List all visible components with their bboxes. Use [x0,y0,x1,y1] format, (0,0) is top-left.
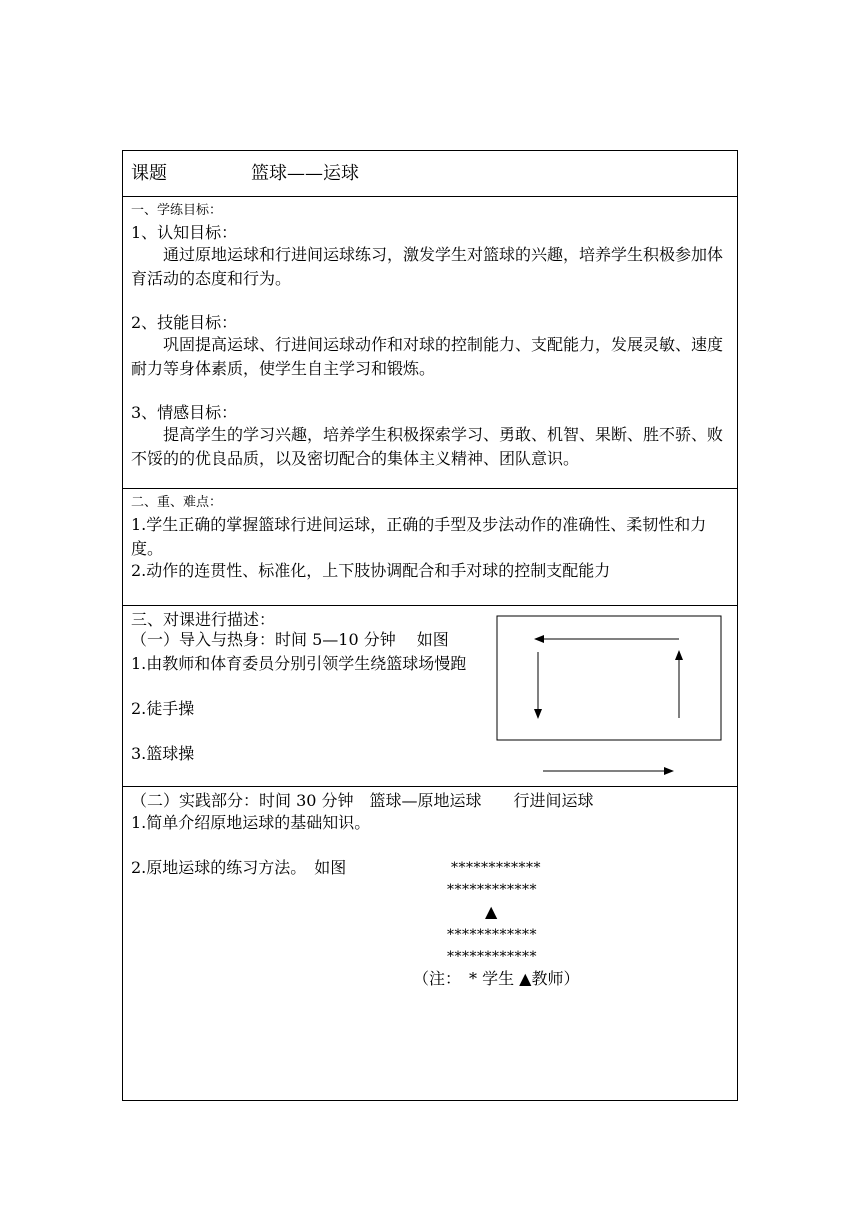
topic-label: 课题 [131,163,167,184]
warmup-row [123,606,737,787]
skill-heading: 2、技能目标： [131,313,238,332]
warmup-heading: （一）导入与热身：时间 5—10 分钟 如图 [131,630,449,649]
cognitive-heading: 1、认知目标： [131,223,238,242]
student-row-4: ************ [447,949,537,965]
emotion-heading: 3、情感目标： [131,403,238,422]
warmup-item-2: 2.徒手操 [131,699,195,718]
topic-title: 篮球——运球 [251,163,359,184]
formation-note: （注： * 学生 ▲教师） [413,969,580,988]
description-title: 三、对课进行描述： [131,610,276,629]
emotion-text: 提高学生的学习兴趣，培养学生积极探索学习、勇敢、机智、果断、胜不骄、败不馁的的优良品质，以及密切配合的集体主义精神、团队意识。 [131,425,724,468]
practice-item-2: 2.原地运球的练习方法。 如图 [131,858,347,877]
objectives-title: 一、学练目标： [131,203,223,218]
running-route-diagram [493,614,729,784]
court-outline [497,616,721,740]
warmup-item-3: 3.篮球操 [131,744,195,763]
practice-row [123,787,737,1102]
key-point-1: 1.学生正确的掌握篮球行进间运球，正确的手型及步法动作的准确性、柔韧性和力度。 [131,515,707,558]
student-row-2: ************ [447,882,537,898]
header-row [123,151,737,197]
key-points-title: 二、重、难点： [131,495,223,510]
key-point-2: 2.动作的连贯性、标准化，上下肢协调配合和手对球的控制支配能力 [131,561,611,580]
skill-text: 巩固提高运球、行进间运球动作和对球的控制能力、支配能力，发展灵敏、速度耐力等身体素质，使学生自主学习和锻炼。 [131,335,724,378]
teacher-icon: ▲ [485,902,498,921]
student-row-3: ************ [447,927,537,943]
objectives-row [123,197,737,489]
cognitive-text: 通过原地运球和行进间运球练习，激发学生对篮球的兴趣，培养学生积极参加体育活动的态度和行为。 [131,245,724,288]
lesson-plan-table [122,150,738,1101]
practice-heading: （二）实践部分：时间 30 分钟 篮球—原地运球 行进间运球 [131,791,594,810]
student-row-1: ************ [451,860,541,876]
key-points-row [123,489,737,606]
practice-item-1: 1.简单介绍原地运球的基础知识。 [131,813,371,832]
warmup-item-1: 1.由教师和体育委员分别引领学生绕篮球场慢跑 [131,654,467,673]
